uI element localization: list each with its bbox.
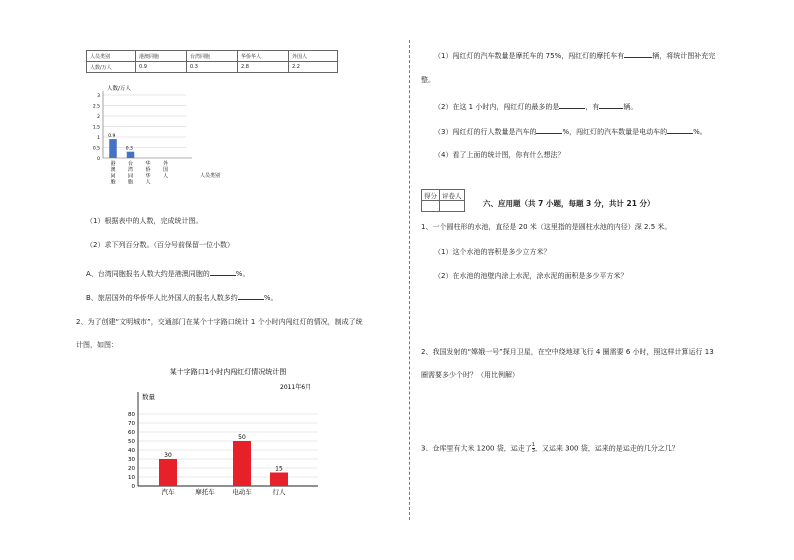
y-axis-label: 数量 xyxy=(142,393,155,401)
section-title: 六、应用题（共 7 小题，每题 3 分，共计 21 分） xyxy=(483,199,655,208)
left-qA-text: A、台湾同胞报名人数大约是港澳同胞的 xyxy=(86,270,210,278)
app-q1-part1: （1）这个水池的容积是多少立方米？ xyxy=(434,248,551,256)
x-tick-label: 外国人 xyxy=(162,161,169,180)
answer-blank[interactable] xyxy=(624,50,652,58)
left-qA xyxy=(86,268,249,279)
y-tick-label: 60 xyxy=(128,430,135,436)
answer-blank[interactable] xyxy=(559,101,585,109)
y-tick-label: 20 xyxy=(128,466,135,472)
right-r3-text: （3）闯红灯的行人数量是汽车的 xyxy=(434,128,537,136)
table-cell: 2.2 xyxy=(289,62,338,73)
score-label: 得分 xyxy=(422,190,440,201)
answer-blank[interactable] xyxy=(599,101,623,109)
x-tick-label: 台湾同胞 xyxy=(127,161,134,186)
chart-title: 某十字路口1小时内闯红灯情况统计图 xyxy=(169,368,287,376)
y-tick-label: 3 xyxy=(97,93,100,99)
x-axis-label: 人员类别 xyxy=(200,173,221,179)
y-tick-label: 40 xyxy=(128,448,135,454)
right-r3 xyxy=(434,126,707,137)
answer-blank[interactable] xyxy=(667,126,693,134)
data-table xyxy=(86,50,338,73)
chart-subtitle: 2011年6月 xyxy=(280,384,312,391)
table-header-row xyxy=(87,51,338,62)
score-box xyxy=(421,189,465,212)
data-label: 0.3 xyxy=(125,146,133,152)
y-tick-label: 2 xyxy=(97,114,100,120)
bar xyxy=(233,441,251,486)
x-tick-label: 港澳同胞 xyxy=(110,161,116,186)
table-header-cell: 华侨华人 xyxy=(238,51,289,62)
right-r3-suffix: %。 xyxy=(693,128,707,136)
score-field[interactable] xyxy=(422,201,440,212)
data-label: 15 xyxy=(275,465,283,473)
right-r2 xyxy=(434,101,637,112)
x-tick-label: 华侨华人 xyxy=(145,161,151,186)
x-tick-label: 电动车 xyxy=(232,488,252,496)
table-header-cell: 人员类别 xyxy=(87,51,136,62)
grader-label: 评卷人 xyxy=(440,190,465,201)
x-tick-label: 汽车 xyxy=(161,488,175,496)
x-tick-label: 行人 xyxy=(272,488,286,496)
right-r2-mid: ，有 xyxy=(585,103,600,111)
app-q3-text: 3、仓库里有大米 1200 袋，运走了 xyxy=(421,444,532,453)
bar xyxy=(109,139,117,158)
y-tick-label: 80 xyxy=(128,412,135,418)
left-q2: （2）求下列百分数。（百分号前保留一位小数） xyxy=(86,241,234,249)
red-light-bar-chart xyxy=(118,362,328,500)
y-tick-label: 1 xyxy=(97,135,100,141)
table-header-cell: 台湾同胞 xyxy=(187,51,238,62)
y-tick-label: 70 xyxy=(128,421,135,427)
table-row-label: 人数/万人 xyxy=(87,62,136,73)
grader-field[interactable] xyxy=(440,201,465,212)
y-tick-label: 1.5 xyxy=(92,125,100,131)
right-r3-mid: %，闯红灯的汽车数量是电动车的 xyxy=(562,128,668,136)
data-label: 30 xyxy=(164,452,172,459)
left-qB-text: B、旅居国外的华侨华人比外国人的报名人数多约 xyxy=(86,294,238,302)
right-r1-cont: 整。 xyxy=(421,76,435,84)
data-label: 0.9 xyxy=(108,134,116,140)
answer-blank[interactable] xyxy=(210,268,236,276)
y-tick-label: 30 xyxy=(128,457,135,463)
bar xyxy=(159,459,177,486)
left-qB-suffix: %。 xyxy=(263,294,278,302)
right-r4: （4）看了上面的统计图，你有什么想法？ xyxy=(434,151,565,159)
y-tick-label: 0 xyxy=(97,156,100,162)
table-row xyxy=(87,62,338,73)
left-p2-line1: 2、为了创建“文明城市”，交通部门在某个十字路口统计 1 个小时内闯红灯的情况，制成了统 xyxy=(76,318,363,326)
right-r1 xyxy=(434,50,715,61)
table-header-cell: 外国人 xyxy=(289,51,338,62)
left-qB xyxy=(86,292,277,303)
right-r1-suffix: 辆，将统计图补充完 xyxy=(652,52,716,60)
table-cell: 0.9 xyxy=(136,62,187,73)
right-r2-suffix: 辆。 xyxy=(623,103,638,111)
app-q2-line2: 圈需要多少个时？（用比例解） xyxy=(421,371,519,379)
x-tick-label: 摩托车 xyxy=(195,488,215,496)
population-bar-chart xyxy=(86,84,246,192)
y-tick-label: 10 xyxy=(128,475,135,481)
page-divider xyxy=(409,40,410,520)
right-r1-text: （1）闯红灯的汽车数量是摩托车的 75%，闯红灯的摩托车有 xyxy=(434,52,625,60)
left-p2-line2: 计图，如图： xyxy=(76,341,118,349)
table-header-cell: 港澳同胞 xyxy=(136,51,187,62)
table-cell: 2.8 xyxy=(238,62,289,73)
app-q1-part2: （2）在水池的池壁内涂上水泥，涂水泥的面积是多少平方米？ xyxy=(434,272,628,280)
y-axis-label: 人数/万人 xyxy=(107,86,131,92)
app-q1: 1、一个圆柱形的水池，直径是 20 米（这里指的是圆柱水池的内径）深 2.5 米。 xyxy=(421,223,672,231)
fraction-denominator: 3 xyxy=(531,448,535,454)
answer-blank[interactable] xyxy=(238,292,264,300)
bar xyxy=(127,152,135,158)
app-q3 xyxy=(421,443,679,454)
table-cell: 0.3 xyxy=(187,62,238,73)
fraction-numerator: 1 xyxy=(531,442,535,448)
bar xyxy=(270,473,288,487)
right-r2-text: （2）在这 1 小时内，闯红灯的最多的是 xyxy=(434,103,560,111)
left-q1: （1）根据表中的人数，完成统计图。 xyxy=(86,217,203,225)
data-label: 50 xyxy=(238,434,246,441)
y-tick-label: 0.5 xyxy=(92,146,100,152)
app-q3-suffix: ，又运来 300 袋，运来的是运走的几分之几？ xyxy=(534,444,679,453)
answer-blank[interactable] xyxy=(536,126,562,134)
y-tick-label: 2.5 xyxy=(92,104,100,110)
y-tick-label: 0 xyxy=(131,484,135,490)
left-qA-suffix: %。 xyxy=(235,270,250,278)
app-q2-line1: 2、我国发射的“嫦娥一号”探月卫星，在空中绕地球飞行 4 圈需要 6 小时，照这样计算运行 13 xyxy=(421,348,714,356)
y-tick-label: 50 xyxy=(128,439,135,445)
